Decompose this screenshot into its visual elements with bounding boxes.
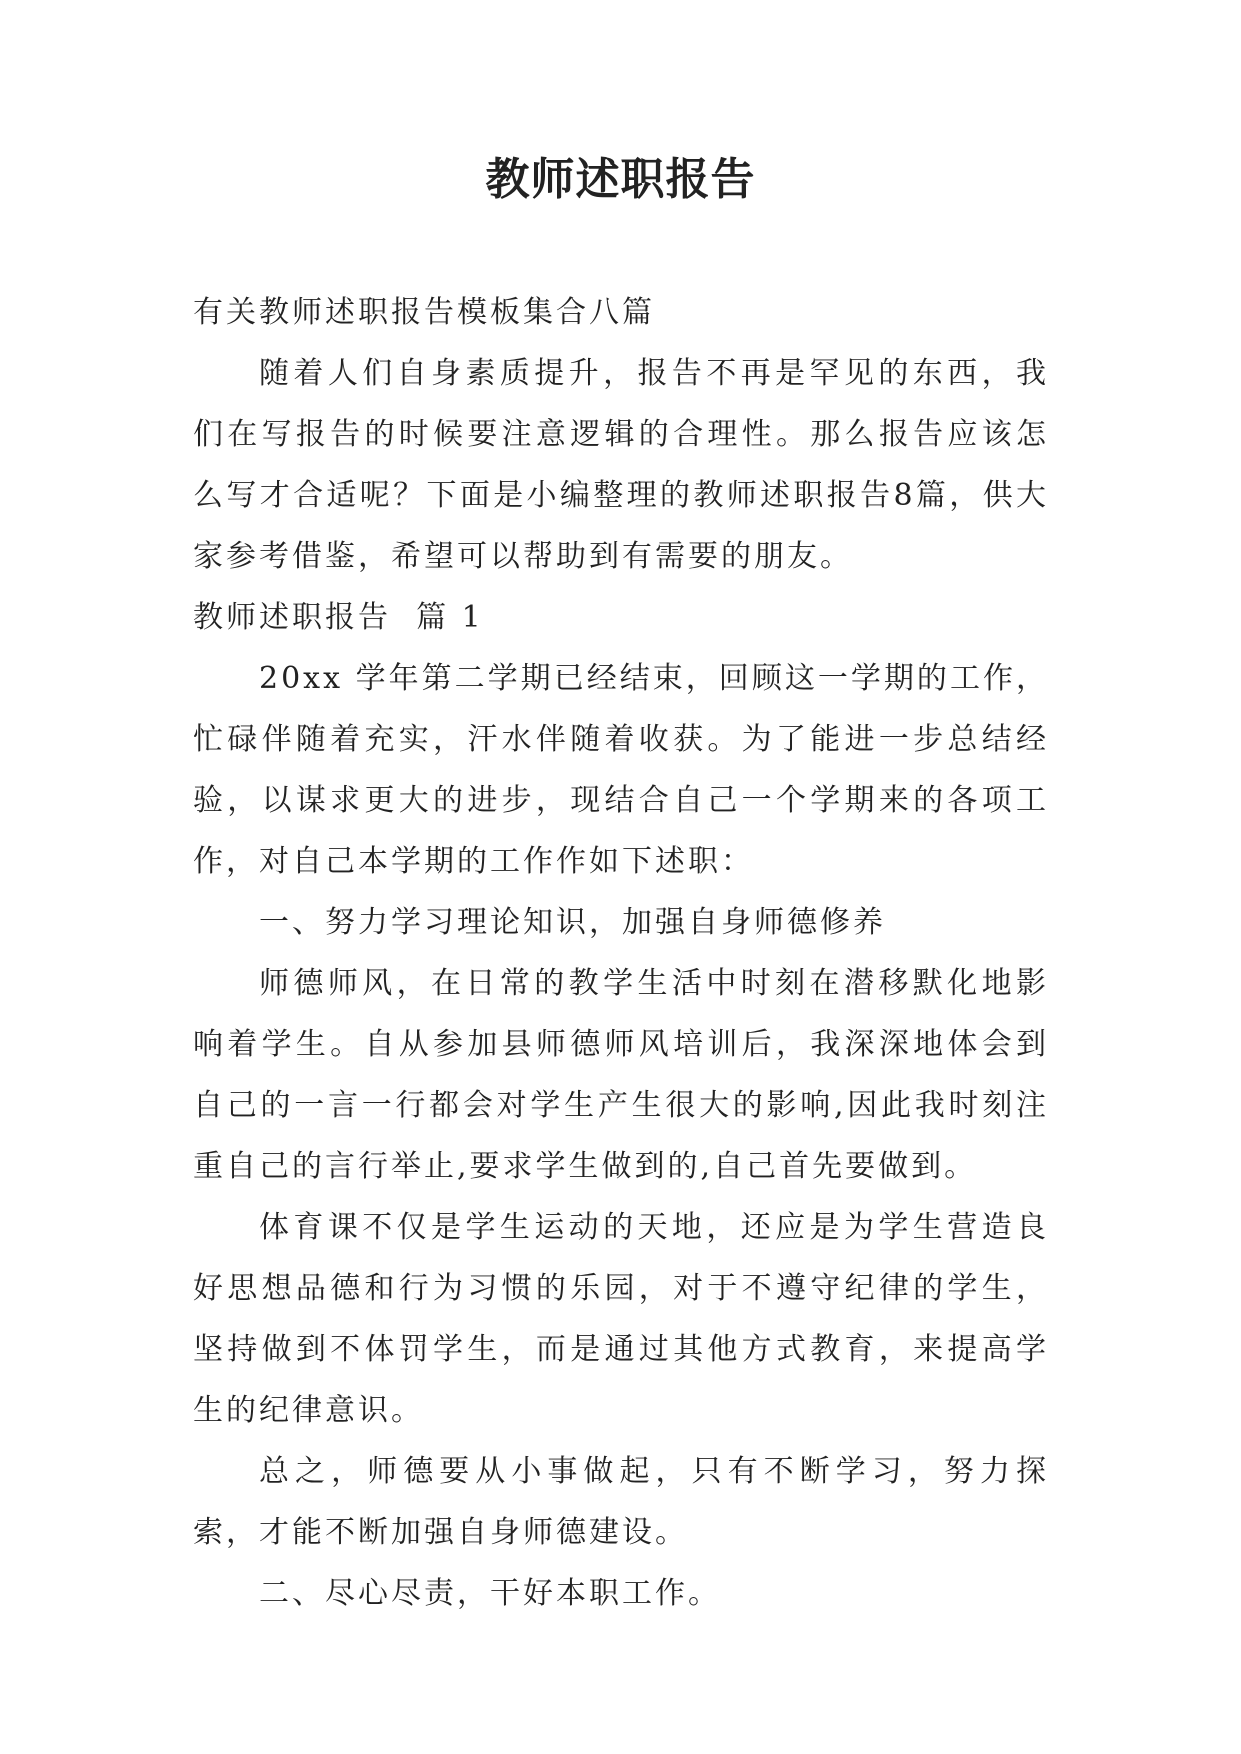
document-body [193, 282, 1049, 1624]
document-subtitle: 有关教师述职报告模板集合八篇 [193, 295, 655, 330]
section-heading: 一、努力学习理论知识，加强自身师德修养 [259, 905, 886, 940]
section-heading: 二、尽心尽责，干好本职工作。 [259, 1576, 721, 1611]
body-paragraph: 体育课不仅是学生运动的天地，还应是为学生营造良好思想品德和行为习惯的乐园，对于不遵守纪律的学生，坚持做到不体罚学生，而是通过其他方式教育，来提高学生的纪律意识。 [193, 1210, 1049, 1428]
intro-paragraph: 随着人们自身素质提升，报告不再是罕见的东西，我们在写报告的时候要注意逻辑的合理性。那么报告应该怎么写才合适呢？下面是小编整理的教师述职报告8篇，供大家参考借鉴，希望可以帮助到有需要的朋友。 [193, 356, 1049, 574]
chapter-heading: 教师述职报告 篇 1 [193, 600, 484, 635]
document-title: 教师述职报告 [485, 154, 756, 205]
body-paragraph: 师德师风，在日常的教学生活中时刻在潜移默化地影响着学生。自从参加县师德师风培训后，我深深地体会到自己的一言一行都会对学生产生很大的影响,因此我时刻注重自己的言行举止,要求学生做到的,自己首先要做到。 [193, 966, 1049, 1184]
body-paragraph: 总之，师德要从小事做起，只有不断学习，努力探索，才能不断加强自身师德建设。 [193, 1454, 1049, 1550]
body-paragraph: 20xx 学年第二学期已经结束，回顾这一学期的工作，忙碌伴随着充实，汗水伴随着收获。为了能进一步总结经验，以谋求更大的进步，现结合自己一个学期来的各项工作，对自己本学期的工作作如下述职： [193, 661, 1049, 879]
